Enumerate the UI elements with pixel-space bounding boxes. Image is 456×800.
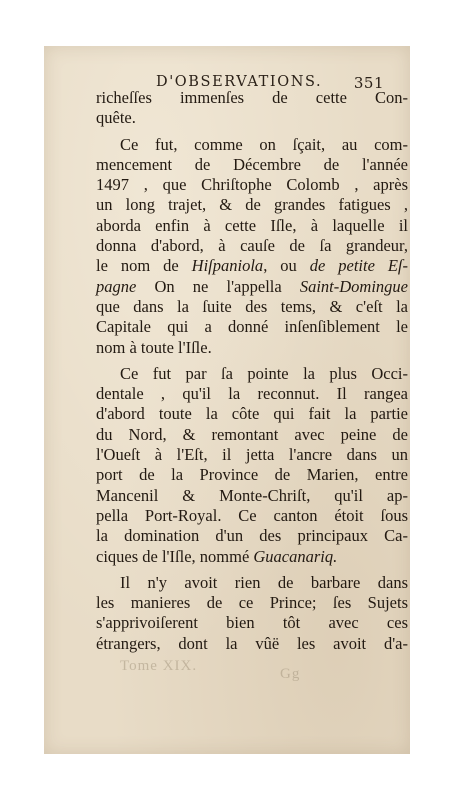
- body-text: [96, 88, 408, 654]
- place-name-italic: de petite Eſ-: [309, 256, 408, 276]
- text-line: Ce fut, comme on ſçait, au com-: [120, 134, 408, 154]
- place-name-italic: Hiſpaniola: [191, 256, 264, 276]
- text-line: pella Port-Royal. Ce canton étoit ſous: [96, 505, 408, 525]
- text-line: Ce fut par ſa pointe la plus Occi-: [120, 363, 408, 383]
- text-line: l'Oueſt à l'Eſt, il jetta l'ancre dans un: [96, 445, 408, 465]
- text-line: quête.: [96, 108, 136, 128]
- text-line: Mancenil & Monte-Chriſt, qu'il ap-: [96, 485, 408, 505]
- bleed-through-right: Gg: [280, 666, 301, 682]
- text-line: Il n'y avoit rien de barbare dans: [120, 572, 408, 592]
- page-number: 351: [353, 74, 384, 92]
- text-line: richeſſes immenſes de cette Con-: [96, 88, 408, 107]
- text-line: aborda enfin à cette Iſle, à laquelle il: [96, 215, 408, 235]
- text-line: la domination d'un des principaux Ca-: [96, 526, 408, 546]
- text-line: que dans la ſuite des tems, & c'eſt la: [96, 296, 408, 316]
- text-line: nom à toute l'Iſle.: [96, 337, 212, 357]
- text-run: le nom de: [96, 256, 192, 276]
- text-line: un long trajet, & de grandes fatigues ,: [96, 195, 408, 215]
- text-line: dentale , qu'il la reconnut. Il rangea: [96, 384, 408, 404]
- bleed-through-text: [120, 658, 360, 688]
- text-line: 1497 , que Chriſtophe Colomb , après: [96, 175, 408, 195]
- bleed-through-left: Tome XIX.: [120, 658, 198, 674]
- text-line: étrangers, dont la vûë les avoit d'a-: [96, 633, 408, 653]
- text-line: du Nord, & remontant avec peine de: [96, 424, 408, 444]
- text-line: d'abord toute la côte qui fait la partie: [96, 404, 408, 424]
- person-name-italic: Guacanariq.: [253, 546, 338, 566]
- text-line: [96, 277, 408, 297]
- text-line: port de la Province de Marien, entre: [96, 465, 408, 485]
- text-line: donna d'abord, à cauſe de ſa grandeur,: [96, 236, 408, 256]
- text-line: [96, 547, 408, 567]
- text-run: On ne l'appella: [136, 276, 300, 296]
- text-line: les manieres de ce Prince; ſes Sujets: [96, 593, 408, 613]
- text-line: s'apprivoiſerent bien tôt avec ces: [96, 613, 408, 633]
- text-run: , ou: [263, 256, 310, 276]
- place-name-italic: pagne: [96, 276, 137, 296]
- text-run: ciques de l'Iſle, nommé: [96, 546, 254, 566]
- text-line: Capitale qui a donné inſenſiblement le: [96, 317, 408, 337]
- text-line: [96, 256, 408, 276]
- running-title: D'OBSERVATIONS.: [156, 74, 323, 90]
- book-page: [44, 46, 410, 754]
- place-name-italic: Saint-Domingue: [299, 276, 408, 296]
- text-line: mencement de Décembre de l'année: [96, 154, 408, 174]
